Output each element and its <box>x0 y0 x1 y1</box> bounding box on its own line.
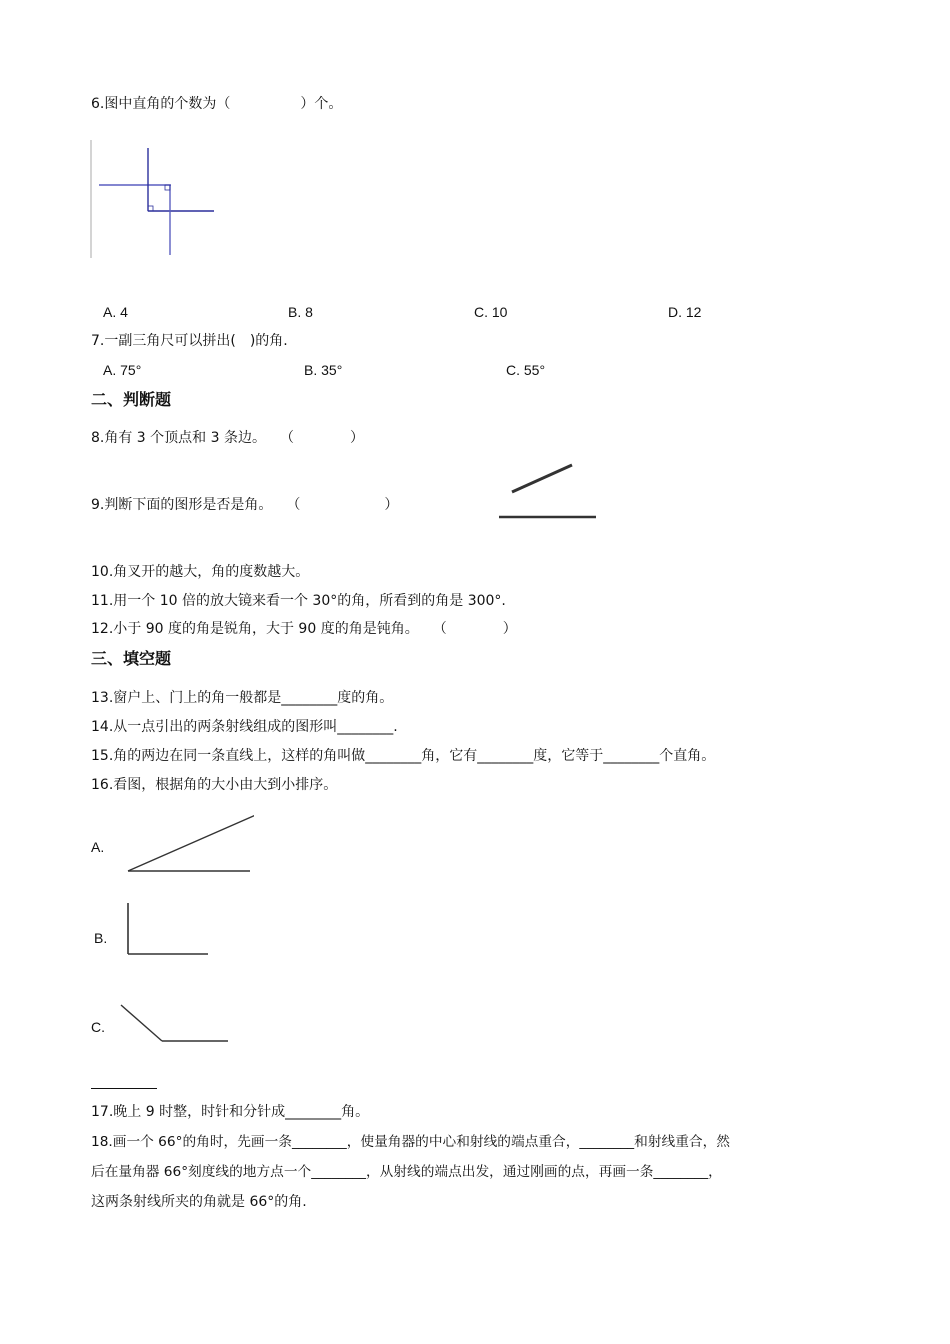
q16-angle-b <box>124 900 214 958</box>
q11-text: 11.用一个 10 倍的放大镜来看一个 30°的角，所看到的角是 300°. <box>91 593 506 609</box>
q6-right-angle-mark-2 <box>165 185 170 190</box>
q8-text: 8.角有 3 个顶点和 3 条边。 （ ） <box>91 430 364 446</box>
q16-text: 16.看图，根据角的大小由大到小排序。 <box>91 777 338 793</box>
q6-text: 6.图中直角的个数为（ ）个。 <box>91 96 343 112</box>
q6-option-b: B. 8 <box>288 304 313 320</box>
q6-option-c: C. 10 <box>474 304 508 320</box>
q12-text: 12.小于 90 度的角是锐角，大于 90 度的角是钝角。 （ ） <box>91 621 517 637</box>
q7-option-a: A. 75° <box>103 362 142 378</box>
q15-text: 15.角的两边在同一条直线上，这样的角叫做________角，它有________度，它等于________个直角。 <box>91 748 716 764</box>
q7-option-b: B. 35° <box>304 362 343 378</box>
q7-text: 7.一副三角尺可以拼出( )的角. <box>91 333 288 349</box>
q18-text-line-3: 这两条射线所夹的角就是 66°的角. <box>91 1194 307 1210</box>
q16-label-a: A. <box>91 839 105 855</box>
q9-slanted-segment <box>512 465 572 492</box>
section-3-title: 三、填空题 <box>91 649 172 668</box>
q6-right-angle-figure <box>88 138 218 262</box>
q16-label-b: B. <box>94 930 108 946</box>
q14-text: 14.从一点引出的两条射线组成的图形叫________. <box>91 719 398 735</box>
q6-right-angle-mark-1 <box>148 206 153 211</box>
q9-text: 9.判断下面的图形是否是角。 （ ） <box>91 497 399 513</box>
q10-text: 10.角叉开的越大，角的度数越大。 <box>91 564 310 580</box>
q18-text-line-2: 后在量角器 66°刻度线的地方点一个________，从射线的端点出发，通过刚画的点，再画一条________， <box>91 1164 722 1180</box>
q16-angle-c <box>116 1000 232 1046</box>
q16-angle-c-ray-slanted <box>121 1005 162 1041</box>
q9-figure <box>495 460 601 524</box>
q16-angle-a-ray-slanted <box>128 810 254 871</box>
q16-label-c: C. <box>91 1019 105 1035</box>
q17-text: 17.晚上 9 时整，时针和分针成________角。 <box>91 1104 370 1120</box>
q7-option-c: C. 55° <box>506 362 546 378</box>
q6-option-d: D. 12 <box>668 304 702 320</box>
q16-angle-a <box>124 806 254 876</box>
q16-answer-blank[interactable] <box>91 1088 157 1089</box>
q18-text-line-1: 18.画一个 66°的角时，先画一条________，使量角器的中心和射线的端点重合，________和射线重合，然 <box>91 1134 730 1150</box>
q6-option-a: A. 4 <box>103 304 128 320</box>
section-2-title: 二、判断题 <box>91 390 172 409</box>
q13-text: 13.窗户上、门上的角一般都是________度的角。 <box>91 690 394 706</box>
